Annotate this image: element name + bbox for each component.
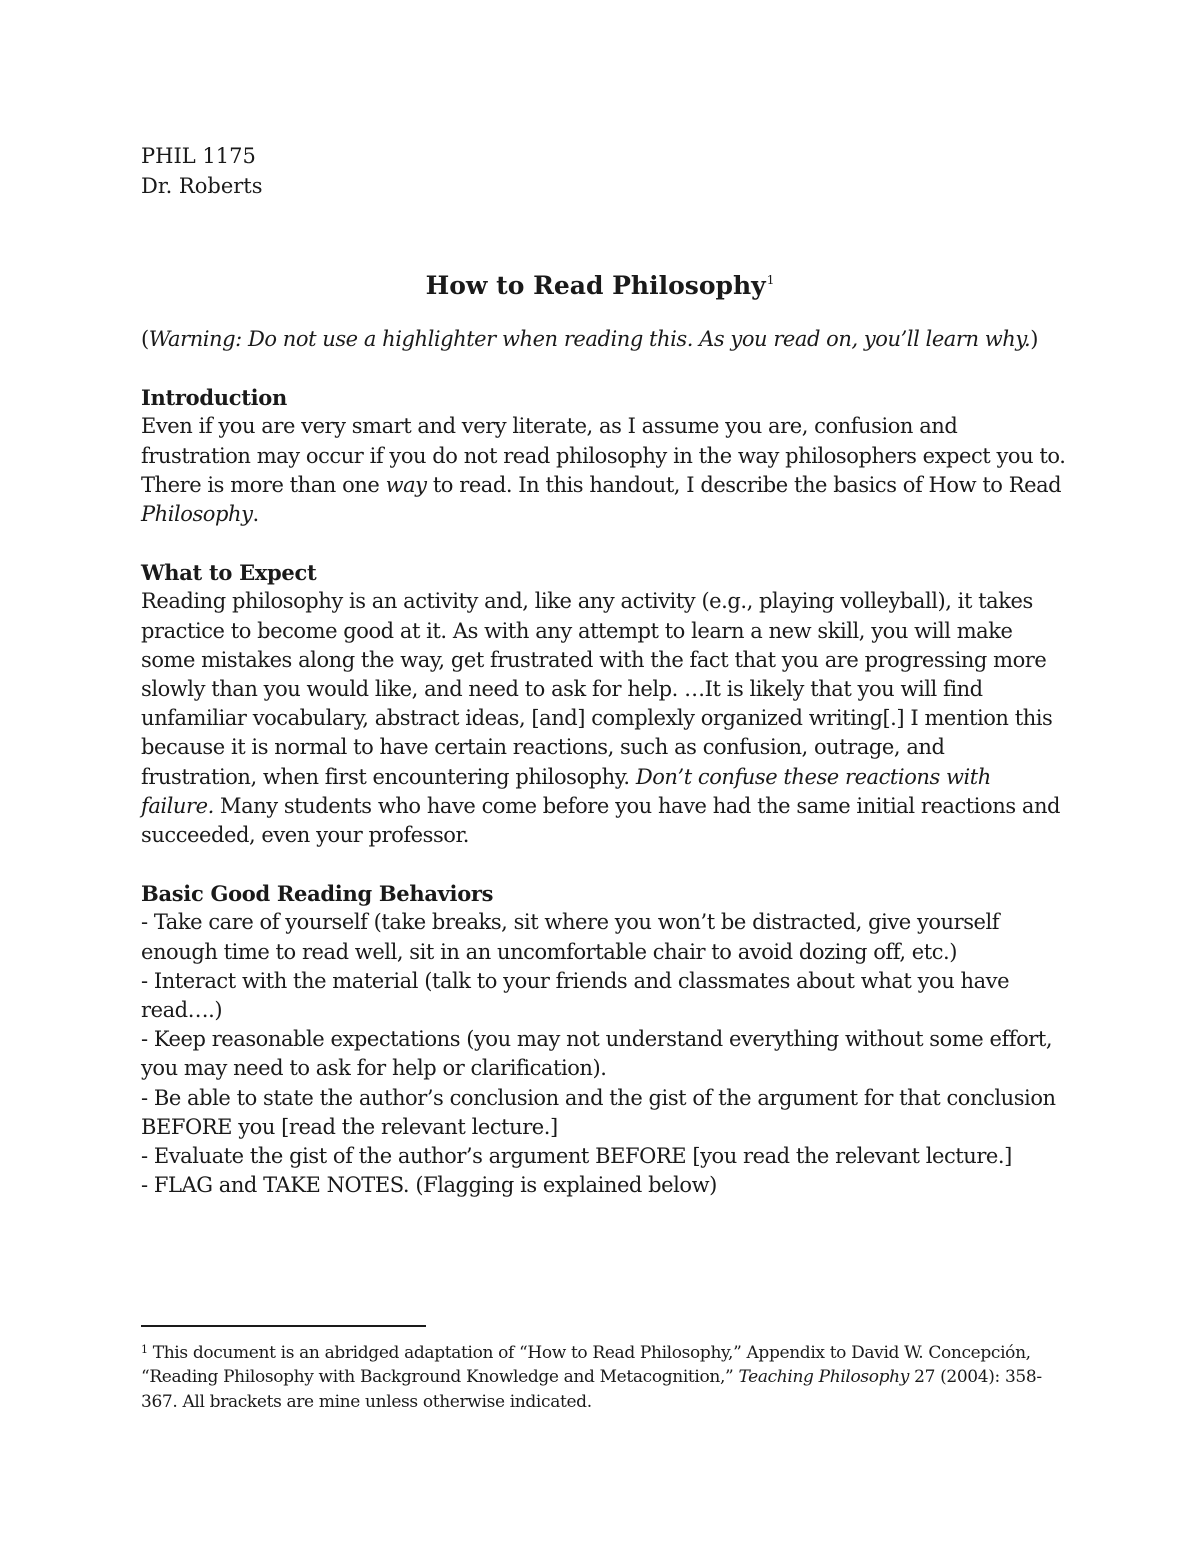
- what-to-expect-em: Don’t confuse these reactions with failure.: [141, 764, 991, 818]
- title-footnote-marker: 1: [766, 273, 775, 287]
- document-title: [0, 262, 1200, 304]
- section-heading-introduction: Introduction: [141, 385, 287, 411]
- list-item: - Be able to state the author’s conclusion and the gist of the argument for that conclusion BEFORE you [read the relevant lecture.]: [141, 1085, 1056, 1139]
- introduction-text-2: to read. In this handout, I describe the basics of How to Read: [426, 472, 1062, 497]
- warning-text: [149, 327, 1030, 351]
- title-text: How to Read Philosophy: [425, 271, 766, 300]
- footnote-text-1: This document is an abridged adaptation of “How to Read Philosophy,” Appendix to David W. Concepción, “Reading Philosophy with Background Knowledge and Metacognition,”: [141, 1343, 1031, 1388]
- warning-note: [141, 325, 1066, 354]
- list-item: - Take care of yourself (take breaks, sit where you won’t be distracted, give yourself enough time to read well, sit in an uncomfortable chair to avoid dozing off, etc.): [141, 910, 1000, 964]
- introduction-text-1: Even if you are very smart and very literate, as I assume you are, confusion and frustration may occur if you do not read philosophy in the way philosophers expect you to. There is more than one: [141, 414, 1066, 497]
- warning-label: Warning: [148, 327, 236, 351]
- footnote-text-2: 27 (2004): 358-367. All brackets are mine unless otherwise indicated.: [141, 1367, 1042, 1412]
- section-what-to-expect: [141, 558, 1066, 850]
- section-introduction: [141, 383, 1066, 529]
- introduction-text-3: .: [252, 502, 259, 527]
- section-reading-behaviors: [141, 879, 1066, 1200]
- document-body: [141, 325, 1066, 1200]
- warning-close-paren: ): [1030, 327, 1038, 351]
- warning-message: : Do not use a highlighter when reading this. As you read on, you’ll learn why.: [235, 327, 1031, 351]
- footnote: [141, 1338, 1066, 1414]
- what-to-expect-text-2: Many students who have come before you have had the same initial reactions and succeeded, even your professor.: [141, 793, 1061, 848]
- introduction-em-way: way: [385, 472, 427, 497]
- footnote-journal-title: Teaching Philosophy: [738, 1367, 910, 1388]
- introduction-em-philosophy: Philosophy: [141, 502, 253, 527]
- footnote-divider: [141, 1325, 426, 1327]
- course-header: [141, 141, 263, 201]
- what-to-expect-paragraph: [141, 587, 1066, 850]
- instructor-name: Dr. Roberts: [141, 174, 263, 198]
- course-code: PHIL 1175: [141, 144, 256, 168]
- section-heading-reading-behaviors: Basic Good Reading Behaviors: [141, 881, 494, 907]
- introduction-paragraph: [141, 412, 1066, 529]
- footnote-marker: 1: [141, 1343, 148, 1356]
- list-item: - FLAG and TAKE NOTES. (Flagging is explained below): [141, 1173, 717, 1198]
- list-item: - Interact with the material (talk to your friends and classmates about what you have read….): [141, 968, 1010, 1023]
- what-to-expect-text-1: Reading philosophy is an activity and, like any activity (e.g., playing volleyball), it takes practice to become good at it. As with any attempt to learn a new skill, you will make some mistakes along the way, get frustrated with the fact that you are progressing more slowly than you would like, and need to ask for help. …It is likely that you will find unfamiliar vocabulary, abstract ideas, [and] complexly organized writing[.] I mention this because it is normal to have certain reactions, such as confusion, outrage, and frustration, when first encountering philosophy.: [141, 589, 1053, 789]
- list-item: - Evaluate the gist of the author’s argument BEFORE [you read the relevant lecture.]: [141, 1144, 1012, 1169]
- list-item: - Keep reasonable expectations (you may not understand everything without some effort, you may need to ask for help or clarification).: [141, 1027, 1053, 1081]
- warning-open-paren: (: [141, 327, 149, 351]
- section-heading-what-to-expect: What to Expect: [141, 560, 317, 586]
